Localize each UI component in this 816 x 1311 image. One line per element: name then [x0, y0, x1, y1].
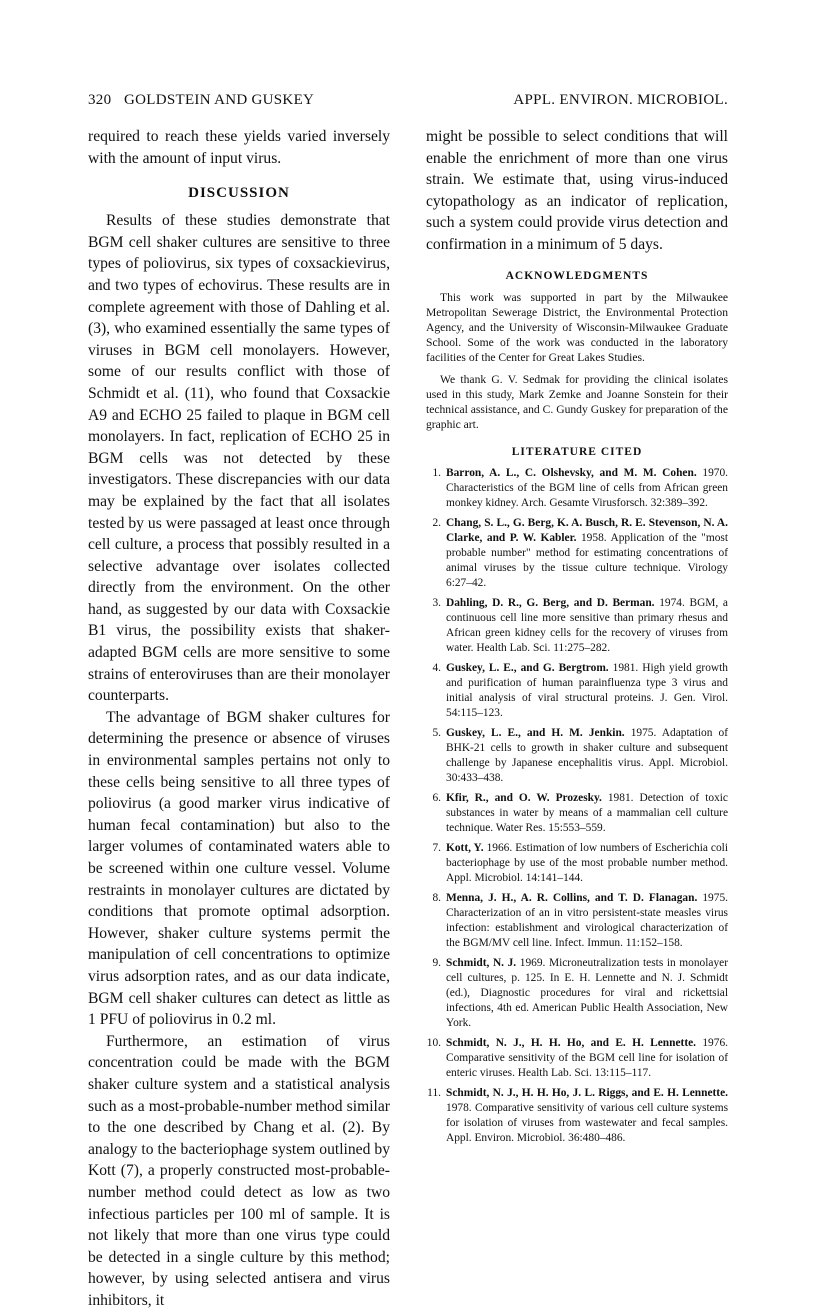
- continued-paragraph: required to reach these yields varied inversely with the amount of input virus.: [88, 128, 390, 167]
- reference-item: [426, 516, 728, 591]
- reference-number: 4.: [432, 662, 441, 675]
- reference-item: [426, 891, 728, 951]
- reference-authors: Schmidt, N. J., H. H. Ho, and E. H. Lennette.: [446, 1037, 697, 1050]
- right-column: [426, 126, 728, 1151]
- acknowledgments-paragraph-2: We thank G. V. Sedmak for providing the clinical isolates used in this study, Mark Zemke and Joanne Sonstein for their technical assistance, and C. Gundy Guskey for preparation of the graphic art.: [426, 372, 728, 432]
- discussion-paragraph-2: The advantage of BGM shaker cultures for determining the presence or absence of viruses in environmental samples pertains not only to these cells being sensitive to all three types of poliovirus (a good marker virus indicative of human fecal contamination) but also to the larger volumes of contaminated waters able to be screened within one culture vessel. Volume restraints in monolayer cultures are dictated by conditions that promote optimal adsorption. However, shaker culture systems permit the manipulation of cell concentrations to optimize virus adsorption rates, and as our data indicate, BGM cell shaker cultures can detect as little as 1 PFU of poliovirus in 0.2 ml.: [88, 708, 390, 1029]
- reference-text: 1981. High yield growth and purification of human parainfluenza type 3 virus and initial analysis of viral structural proteins. J. Gen. Virol. 54:115–123.: [446, 662, 728, 720]
- reference-authors: Kott, Y.: [446, 842, 484, 855]
- reference-list: [426, 466, 728, 1146]
- reference-text: 1974. BGM, a continuous cell line more sensitive than primary rhesus and African green kidney cells for the recovery of viruses from water. Health Lab. Sci. 11:275–282.: [446, 597, 728, 655]
- reference-authors: Guskey, L. E., and G. Bergtrom.: [446, 662, 609, 675]
- reference-authors: Menna, J. H., A. R. Collins, and T. D. Flanagan.: [446, 892, 698, 905]
- page-number: 320: [88, 92, 112, 108]
- reference-authors: Schmidt, N. J., H. H. Ho, J. L. Riggs, and E. H. Lennette.: [446, 1087, 728, 1100]
- reference-authors: Dahling, D. R., G. Berg, and D. Berman.: [446, 597, 655, 610]
- discussion-paragraph-3: Furthermore, an estimation of virus concentration could be made with the BGM shaker culture system and a statistical analysis such as a most-probable-number method similar to the one described by Chang et al. (2). By analogy to the bacteriophage system outlined by Kott (7), a properly constructed most-probable-number method could detect as low as two infectious particles per 100 ml of sample. It is not likely that more than one virus type could be detected in a single culture by this method; however, by using selected antisera and virus inhibitors, it: [88, 1032, 390, 1309]
- reference-number: 11.: [427, 1087, 441, 1100]
- running-head-journal: APPL. ENVIRON. MICROBIOL.: [513, 92, 728, 108]
- literature-cited-heading: LITERATURE CITED: [511, 446, 643, 459]
- acknowledgments-heading: ACKNOWLEDGMENTS: [505, 269, 649, 282]
- reference-authors: Kfir, R., and O. W. Prozesky.: [446, 792, 602, 805]
- reference-number: 1.: [432, 467, 441, 480]
- reference-number: 8.: [432, 892, 441, 905]
- reference-item: [426, 661, 728, 721]
- reference-number: 5.: [432, 727, 441, 740]
- reference-authors: Guskey, L. E., and H. M. Jenkin.: [446, 727, 625, 740]
- reference-text: 1975. Adaptation of BHK-21 cells to growth in shaker culture and subsequent challenge by Japanese encephalitis virus. Appl. Microbiol. 30:433–438.: [446, 727, 728, 785]
- reference-item: [426, 791, 728, 836]
- reference-item: [426, 956, 728, 1031]
- reference-number: 7.: [432, 842, 441, 855]
- reference-authors: Schmidt, N. J.: [446, 957, 517, 970]
- reference-text: 1970. Characteristics of the BGM line of cells from African green monkey kidney. Arch. Gesamte Virusforsch. 32:389–392.: [446, 467, 729, 510]
- reference-item: [426, 841, 728, 886]
- reference-number: 6.: [432, 792, 441, 805]
- reference-text: 1958. Application of the "most probable number" method for estimating concentrations of animal viruses by the tissue culture technique. Virology 6:27–42.: [446, 532, 728, 590]
- reference-text: 1969. Microneutralization tests in monolayer cell cultures, p. 125. In E. H. Lennette and N. J. Schmidt (ed.), Diagnostic procedures for viral and rickettsial infections, 4th ed. American Public Health Association, New York.: [446, 957, 728, 1030]
- reference-text: 1981. Detection of toxic substances in water by means of a mammalian cell culture technique. Water Res. 15:553–559.: [446, 792, 728, 835]
- reference-text: 1975. Characterization of an in vitro persistent-state measles virus infection: establishment and virological characterization of the BGM/MV cell line. Infect. Immun. 11:152–158.: [446, 892, 728, 950]
- discussion-paragraph-1: Results of these studies demonstrate that BGM cell shaker cultures are sensitive to three types of poliovirus, six types of coxsackievirus, and two types of echovirus. These results are in complete agreement with those of Dahling et al. (3), who examined essentially the same types of viruses in BGM cell monolayers. However, some of our results conflict with those of Schmidt et al. (11), who found that Coxsackie A9 and ECHO 25 failed to plaque in BGM cell monolayers. In fact, replication of ECHO 25 in BGM cells was not detected by these investigators. These discrepancies with our data may be explained by the fact that all isolates tested by us were passaged at least once through cell culture, a process that possibly resulted in a selective advantage over isolates collected directly from the environment. On the other hand, as suggested by our data with Coxsackie B1 virus, the possibility exists that shaker-adapted BGM cells are more sensitive to some strains of enteroviruses than are their monolayer counterparts.: [88, 212, 390, 705]
- reference-authors: Chang, S. L., G. Berg, K. A. Busch, R. E. Stevenson, N. A. Clarke, and P. W. Kabler.: [446, 517, 728, 545]
- reference-number: 10.: [426, 1037, 441, 1050]
- reference-number: 9.: [432, 957, 441, 970]
- reference-item: [426, 1036, 728, 1081]
- acknowledgments-paragraph-1: This work was supported in part by the Milwaukee Metropolitan Sewerage District, the Environmental Protection Agency, and the University of Wisconsin-Milwaukee Graduate School. Some of the work was conducted in the laboratory facilities of the Center for Great Lakes Studies.: [426, 290, 728, 365]
- reference-item: [426, 1086, 728, 1146]
- continued-paragraph-right: might be possible to select conditions that will enable the enrichment of more than one virus strain. We estimate that, using virus-induced cytopathology as an indicator of replication, such a system could provide virus detection and confirmation in a minimum of 5 days.: [426, 128, 728, 253]
- reference-authors: Barron, A. L., C. Olshevsky, and M. M. Cohen.: [446, 467, 697, 480]
- reference-text: 1978. Comparative sensitivity of various cell culture systems for isolation of viruses from wastewater and fecal samples. Appl. Environ. Microbiol. 36:480–486.: [446, 1102, 728, 1145]
- reference-item: [426, 596, 728, 656]
- reference-number: 2.: [432, 517, 441, 530]
- reference-text: 1966. Estimation of low numbers of Escherichia coli bacteriophage by use of the most probable number method. Appl. Microbiol. 14:141–144.: [446, 842, 728, 885]
- reference-number: 3.: [432, 597, 441, 610]
- reference-item: [426, 726, 728, 786]
- left-column: [88, 126, 390, 1311]
- running-head-authors: GOLDSTEIN AND GUSKEY: [124, 92, 315, 108]
- reference-text: 1976. Comparative sensitivity of the BGM cell line for isolation of enteric viruses. Health Lab. Sci. 13:115–117.: [446, 1037, 728, 1080]
- discussion-heading: DISCUSSION: [188, 185, 290, 202]
- reference-item: [426, 466, 728, 511]
